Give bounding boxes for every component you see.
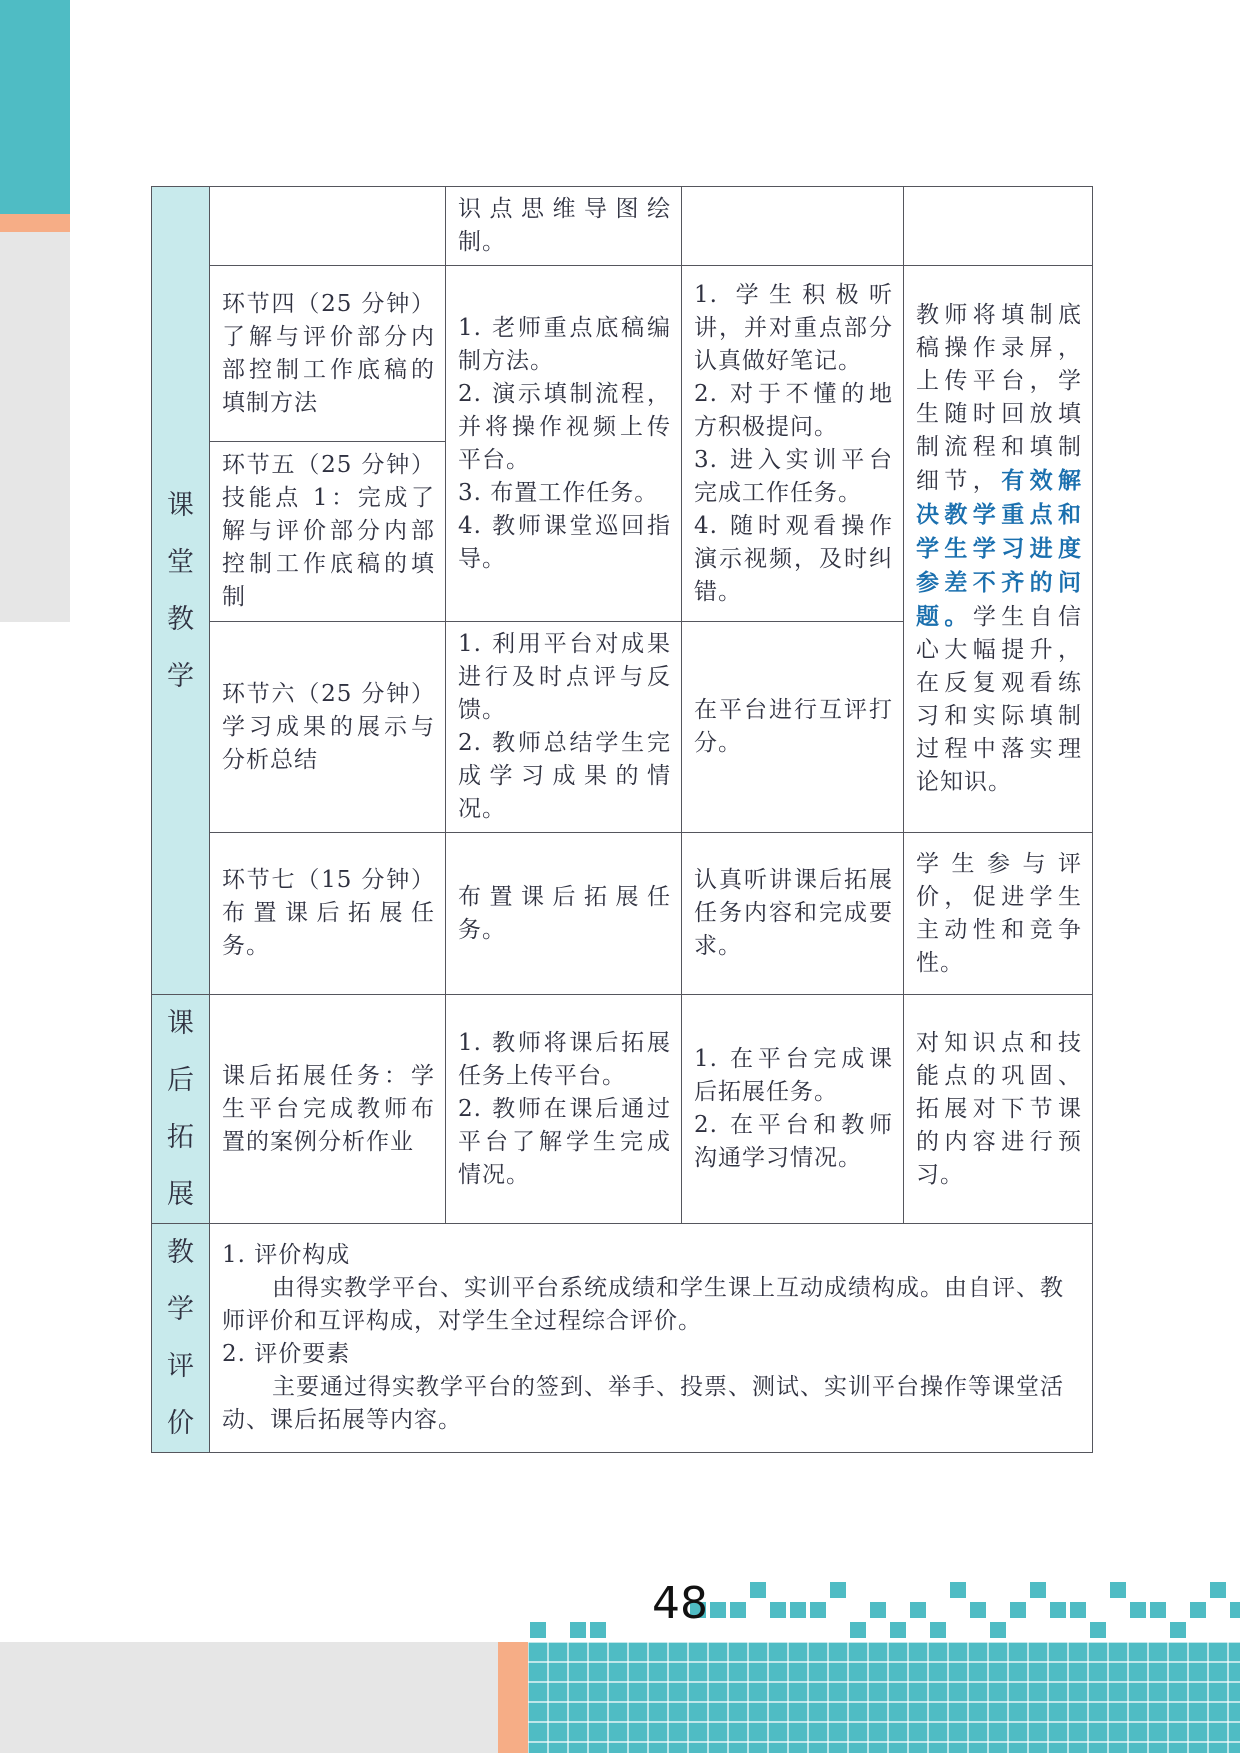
- category-cell-after-class: 课后拓展: [152, 995, 210, 1224]
- stage-cell: 环节六（25 分钟）学习成果的展示与分析总结: [210, 622, 446, 833]
- category-cell-classroom: 课堂教学: [152, 187, 210, 995]
- highlighted-text: 有效解决教学重点和学生学习进度参差不齐的问题。: [916, 467, 1083, 630]
- decorative-footer-orange-band: [498, 1642, 528, 1753]
- teacher-activity-cell: 1. 利用平台对成果进行及时点评与反馈。 2. 教师总结学生完成学习成果的情况。: [446, 622, 682, 833]
- evaluation-heading: 2. 评价要素: [222, 1341, 351, 1367]
- page-number: 48: [652, 1578, 708, 1629]
- teacher-activity-cell: 1. 老师重点底稿编制方法。 2. 演示填制流程，并将操作视频上传平台。 3. 布置工作任务。 4. 教师课堂巡回指导。: [446, 266, 682, 622]
- teacher-activity-cell: 识点思维导图绘制。: [446, 187, 682, 266]
- student-activity-cell: 1. 学生积极听讲，并对重点部分认真做好笔记。 2. 对于不懂的地方积极提问。 3. 进入实训平台完成工作任务。 4. 随时观看操作演示视频，及时纠错。: [682, 266, 904, 622]
- decorative-gray-bar: [0, 232, 70, 622]
- decorative-footer-gray-band: [0, 1642, 498, 1753]
- evaluation-cell: [210, 1224, 1093, 1453]
- evaluation-paragraph: 由得实教学平台、实训平台系统成绩和学生课上互动成绩构成。由自评、教师评价和互评构成，对学生全过程综合评价。: [222, 1275, 1064, 1334]
- table-row: [152, 187, 1093, 266]
- stage-cell: 环节五（25 分钟）技能点 1：完成了解与评价部分内部控制工作底稿的填制: [210, 442, 446, 622]
- design-intent-cell: 学生参与评价，促进学生主动性和竞争性。: [904, 833, 1093, 995]
- student-activity-cell: [682, 187, 904, 266]
- stage-cell: 环节四（25 分钟）了解与评价部分内部控制工作底稿的填制方法: [210, 266, 446, 442]
- student-activity-cell: 在平台进行互评打分。: [682, 622, 904, 833]
- decorative-pixel-grid: [528, 1580, 1240, 1753]
- stage-cell: 环节七（15 分钟）布置课后拓展任务。: [210, 833, 446, 995]
- table-row: [152, 1224, 1093, 1453]
- student-activity-cell: 认真听讲课后拓展任务内容和完成要求。: [682, 833, 904, 995]
- design-intent-cell: [904, 187, 1093, 266]
- evaluation-heading: 1. 评价构成: [222, 1242, 351, 1268]
- design-intent-cell: 教师将填制底稿操作录屏，上传平台，学生随时回放填制流程和填制细节，有效解决教学重点和学生学习进度参差不齐的问题。学生自信心大幅提升，在反复观看练习和实际填制过程中落实理论知识。: [904, 266, 1093, 833]
- evaluation-paragraph: 主要通过得实教学平台的签到、举手、投票、测试、实训平台操作等课堂活动、课后拓展等内容。: [222, 1374, 1064, 1433]
- stage-cell: 课后拓展任务：学生平台完成教师布置的案例分析作业: [210, 995, 446, 1224]
- table-row: [152, 833, 1093, 995]
- table-row: [152, 995, 1093, 1224]
- design-intent-cell: 对知识点和技能点的巩固、拓展对下节课的内容进行预习。: [904, 995, 1093, 1224]
- lesson-plan-table: [151, 186, 1093, 1453]
- teacher-activity-cell: 1. 教师将课后拓展任务上传平台。 2. 教师在课后通过平台了解学生完成情况。: [446, 995, 682, 1224]
- teacher-activity-cell: 布置课后拓展任务。: [446, 833, 682, 995]
- category-cell-evaluation: 教学评价: [152, 1224, 210, 1453]
- decorative-teal-bar: [0, 0, 70, 214]
- decorative-orange-bar: [0, 214, 70, 232]
- student-activity-cell: 1. 在平台完成课后拓展任务。 2. 在平台和教师沟通学习情况。: [682, 995, 904, 1224]
- stage-cell: [210, 187, 446, 266]
- table-row: [152, 266, 1093, 442]
